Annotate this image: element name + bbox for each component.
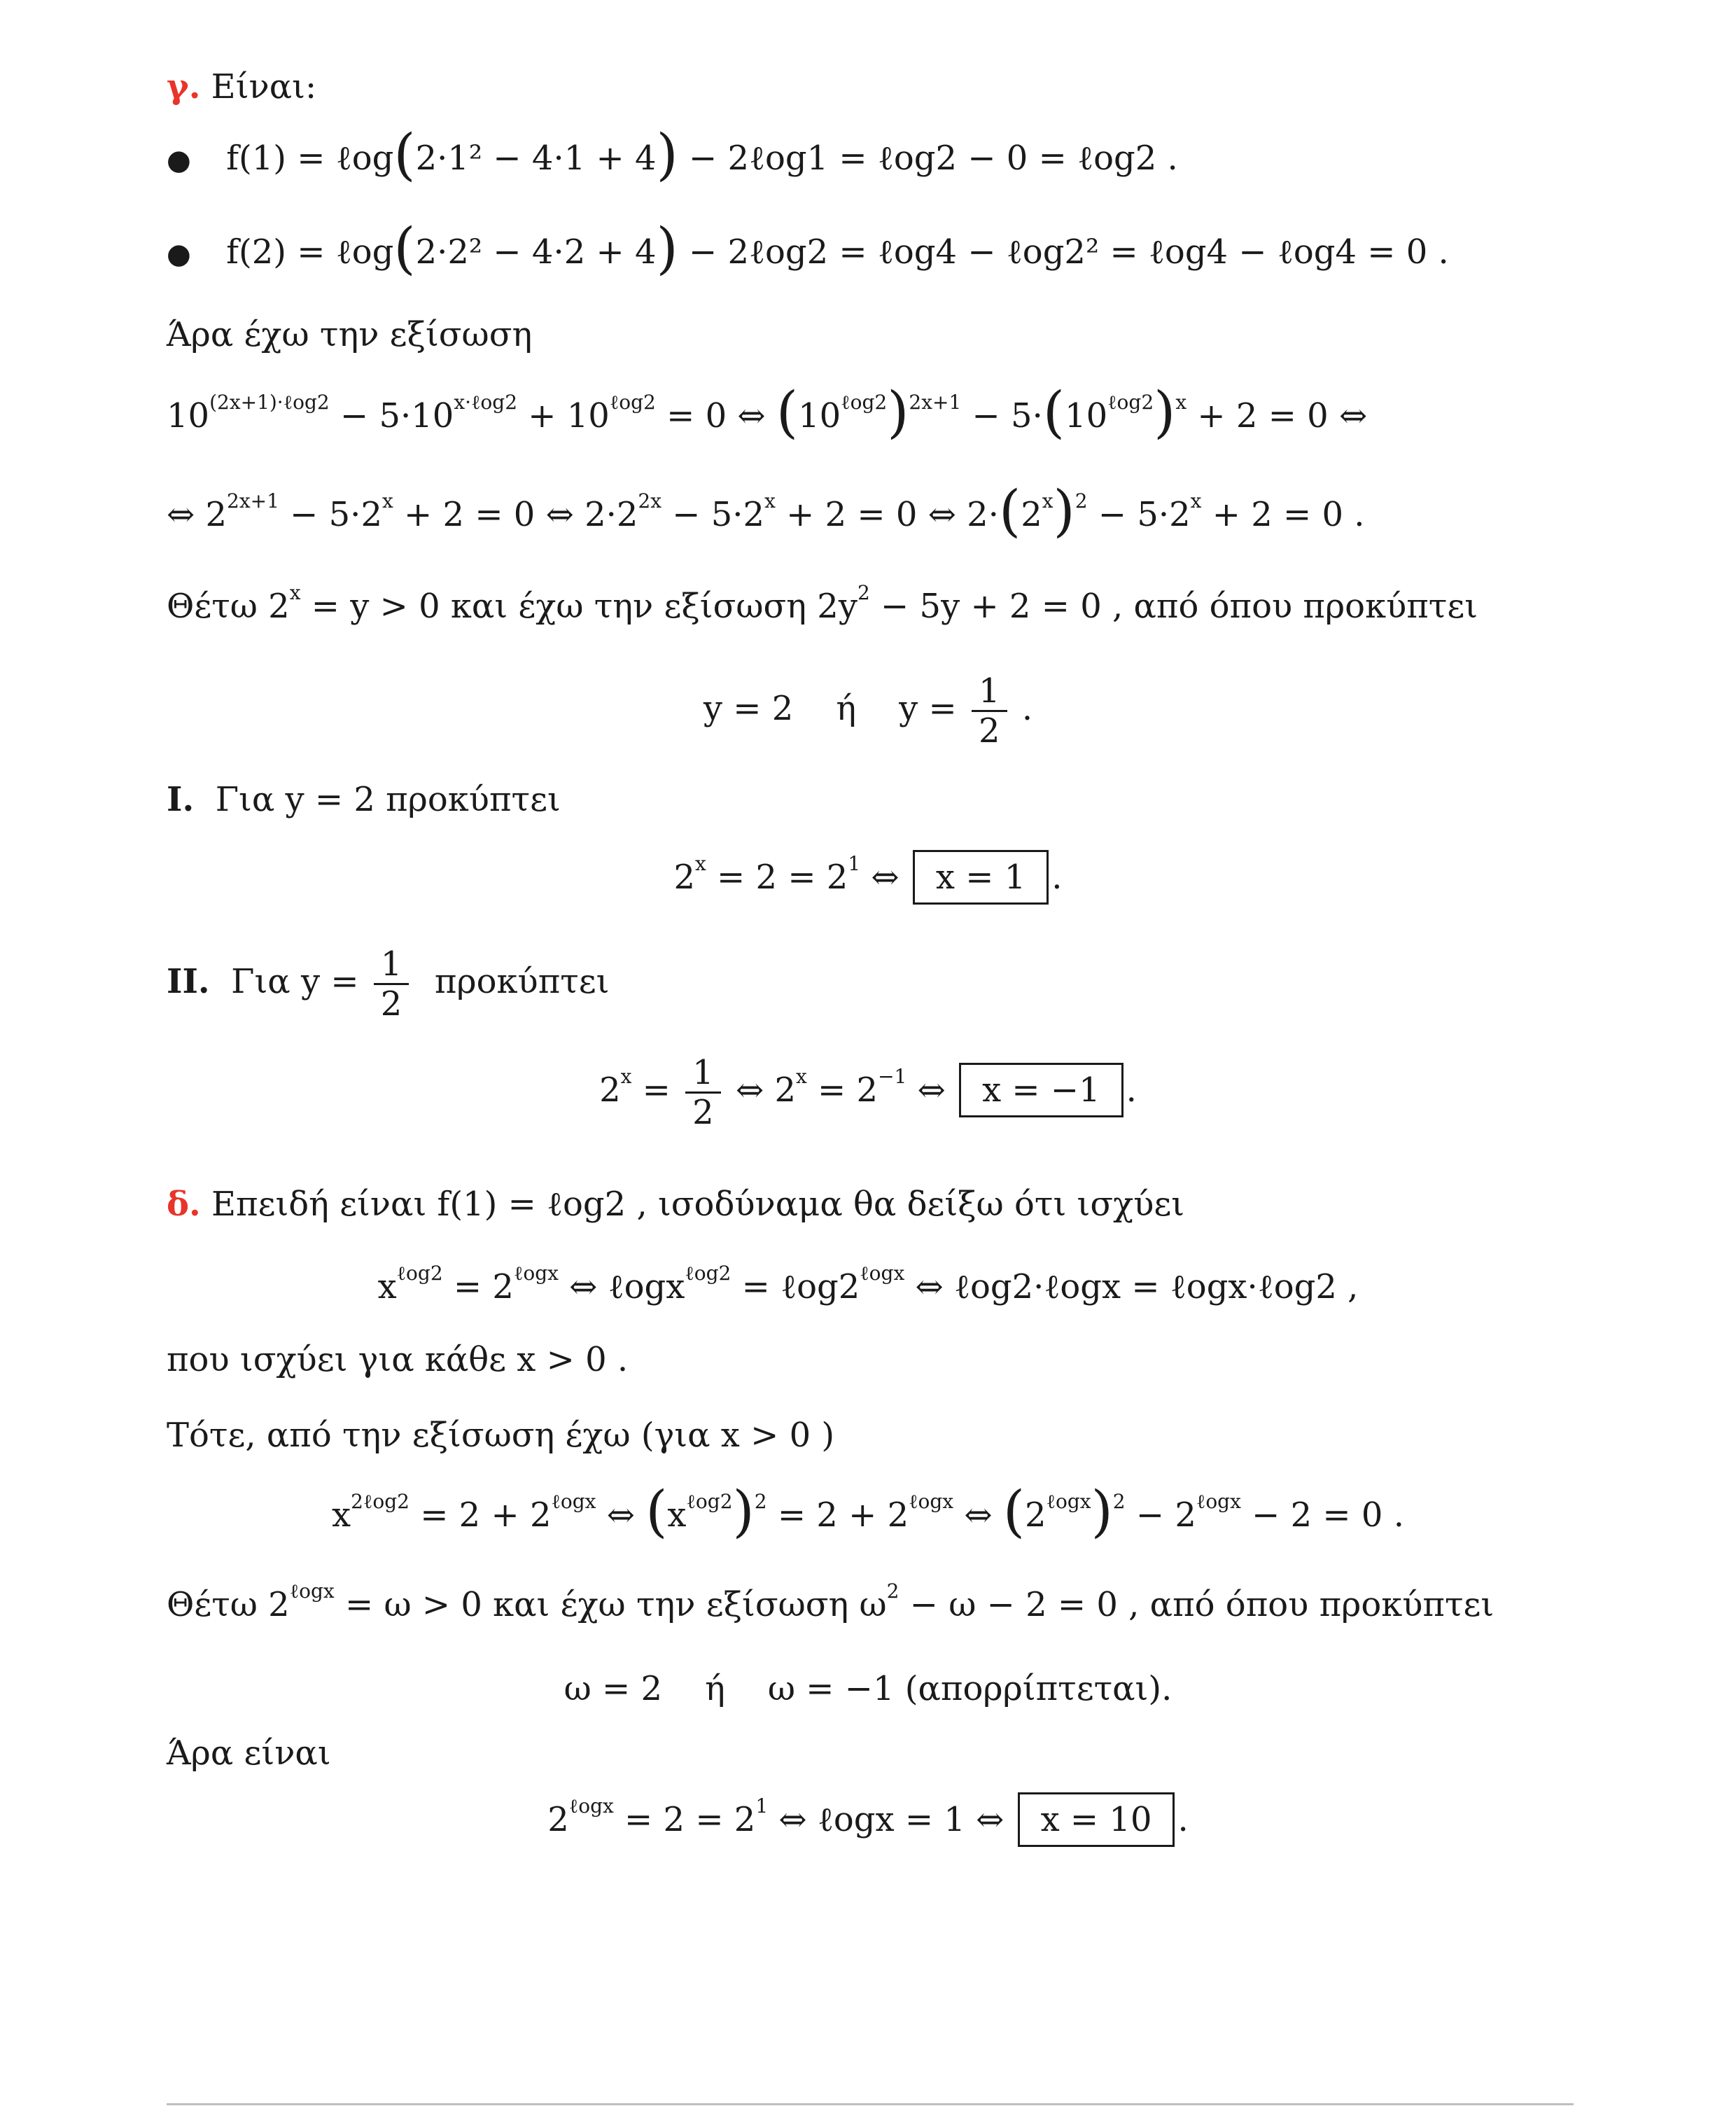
substitution-line: Θέτω $2^x = y > 0$ και έχω την εξίσωση $2y^2 - 5y + 2 = 0$ , από όπου προκύπτει [167,581,1478,626]
case-2-equation [0,1054,1736,1131]
case-2-pre: Για y = [231,962,359,1001]
paren-close: ) [656,216,678,281]
delta-substitution: Θέτω $2^{\ell ogx} = \omega > 0$ και έχω την εξίσωση $\omega^2 - \omega - 2 = 0$ , από όπου προκύπτει [167,1579,1494,1624]
boxed-answer-1: x = 1 [913,850,1049,905]
part-delta-intro: Επειδή είναι f(1) = ℓog2 , ισοδύναμα θα δείξω ότι ισχύει [211,1185,1185,1224]
equation-line-1: $10^{(2x+1)\cdot\ell og2} - 5\cdot 10^{x\cdot\ell og2} + 10^{\ell og2} = 0$ ⇔ $(10^{\ell og2})^{2x+1} - 5\cdot(10^{\ell og2})^x + 2 = 0$ ⇔ [167,379,1368,445]
case-2-label: II. [167,962,210,1001]
delta-valid: που ισχύει για κάθε x > 0 . [167,1340,629,1379]
delta-solutions: ω = 2 ή ω = −1 (απορρίπτεται). [564,1669,1172,1708]
solutions-y-lhs: y = 2 ή y = [703,689,957,728]
boxed-answer-3: x = 10 [1018,1792,1175,1847]
paren-close: ) [656,122,678,187]
delta-equation-1: $x^{\ell og2} = 2^{\ell ogx}$ ⇔ ℓogx$^{\ell og2}$ = $\ell og2^{\ell ogx}$ ⇔ ℓog2·ℓogx = ℓogx·ℓog2 , [377,1262,1359,1306]
delta-equation-2: $x^{2\ell og2} = 2 + 2^{\ell ogx}$ ⇔ $(x^{\ell og2})^2 = 2 + 2^{\ell ogx}$ ⇔ $(2^{\ell ogx})^2 - 2^{\ell ogx} - 2 = 0$ . [332,1479,1404,1544]
delta-ara: Άρα είναι [167,1734,331,1773]
case-1-equation [0,850,1736,905]
case-2-heading [167,945,610,1023]
fraction-denominator: 2 [692,1093,714,1132]
period: . [1021,689,1033,728]
bullet-icon: ● [167,144,191,176]
fraction-numerator: 1 [972,672,1007,712]
fraction-half [685,1054,721,1131]
case-2-lhs: $2^x$ = [599,1065,671,1110]
case-2-post: προκύπτει [434,962,610,1001]
solutions-y [0,672,1736,750]
part-delta-label: δ. [167,1185,201,1224]
bullet-f1-inner: 2·1² − 4·1 + 4 [415,139,657,178]
equation-line-2: ⇔ $2^{2x+1} - 5\cdot 2^x + 2 = 0$ ⇔ $2\cdot 2^{2x} - 5\cdot 2^x + 2 = 0$ ⇔ $2\cdot(2^x)^2 - 5\cdot 2^x + 2 = 0$ . [167,478,1365,543]
bullet-f1-lhs: f(1) = ℓog [226,139,394,178]
part-gamma-intro: Είναι: [211,67,317,106]
case-2-mid: ⇔ $2^x = 2^{-1}$ ⇔ [735,1065,946,1110]
bullet-f2-lhs: f(2) = ℓog [226,232,394,272]
period: . [1126,1071,1137,1110]
footer-rule [167,2103,1574,2105]
paren-open: ( [393,216,416,281]
case-1-eq: $2^x = 2 = 2^1$ ⇔ [673,852,899,897]
bullet-f2 [167,216,1449,281]
paren-open: ( [393,122,416,187]
fraction-numerator: 1 [685,1054,721,1094]
fraction-denominator: 2 [380,984,402,1024]
case-1-text: Για y = 2 προκύπτει [215,780,561,819]
period: . [1177,1800,1189,1839]
boxed-answer-2: x = −1 [959,1063,1124,1117]
part-gamma-label: γ. [167,67,201,106]
fraction-numerator: 1 [374,945,410,985]
bullet-f1-rhs: − 2ℓog1 = ℓog2 − 0 = ℓog2 . [689,139,1178,178]
case-1-label: I. [167,780,195,819]
part-delta-heading [167,1183,1184,1225]
bullet-f1 [167,122,1178,187]
fraction-half [374,945,410,1023]
delta-final-equation [0,1792,1736,1847]
bullet-f2-rhs: − 2ℓog2 = ℓog4 − ℓog2² = ℓog4 − ℓog4 = 0 . [689,232,1449,272]
bullet-f2-inner: 2·2² − 4·2 + 4 [415,232,657,272]
period: . [1051,858,1063,897]
delta-tote: Τότε, από την εξίσωση έχω (για x > 0 ) [167,1416,835,1455]
ara-text: Άρα έχω την εξίσωση [167,315,533,354]
fraction-denominator: 2 [979,711,1000,751]
fraction-half [972,672,1007,750]
bullet-icon: ● [167,238,191,270]
part-gamma-heading [167,66,316,108]
delta-final-eq: $2^{\ell ogx} = 2 = 2^1$ ⇔ ℓogx = 1 ⇔ [547,1794,1004,1839]
case-1-heading [167,779,561,821]
